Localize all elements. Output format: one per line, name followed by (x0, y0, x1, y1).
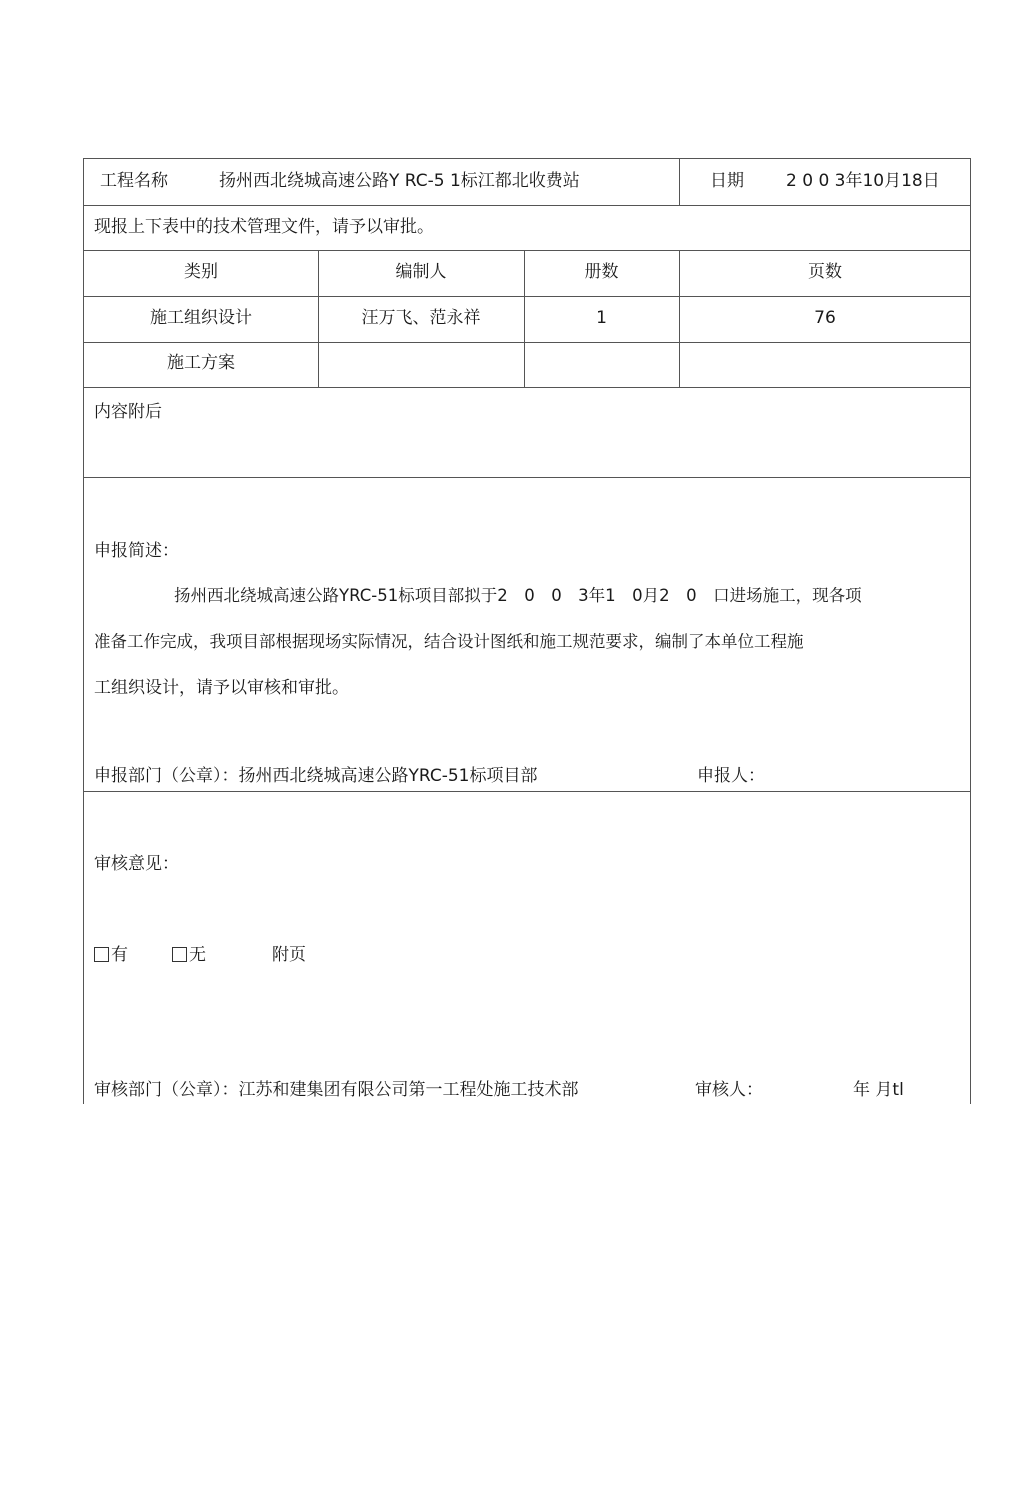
table-cell: 施工组织设计 (150, 308, 252, 328)
checkbox-no[interactable] (172, 947, 187, 962)
col-header-volumes: 册数 (584, 262, 619, 282)
checkbox-yes[interactable] (94, 947, 109, 962)
content-note: 内容附后 (94, 402, 162, 422)
option-no-label: 无 (189, 945, 206, 965)
row-divider (84, 205, 970, 206)
option-no[interactable] (172, 944, 206, 966)
row-divider (84, 477, 970, 478)
review-title: 审核意见： (94, 854, 179, 874)
intro-text: 现报上下表中的技术管理文件，请予以审批。 (94, 217, 434, 237)
table-cell: 施工方案 (167, 353, 235, 373)
table-cell: 76 (814, 308, 836, 328)
option-yes-label: 有 (111, 945, 128, 965)
row-divider (84, 296, 970, 297)
date-value: 2 0 0 3年10月18日 (786, 171, 940, 191)
report-title: 申报简述： (94, 541, 179, 561)
col-header-author: 编制人 (395, 262, 447, 282)
reviewer-label: 审核人： (695, 1080, 763, 1100)
col-header-category: 类别 (184, 262, 218, 282)
option-yes[interactable] (94, 944, 128, 966)
col-divider (679, 159, 680, 205)
report-line-3: 工组织设计，请予以审核和审批。 (94, 678, 349, 698)
project-name-label: 工程名称 (100, 171, 168, 191)
attachment-label: 附页 (272, 945, 306, 965)
review-dept: 审核部门（公章）：江苏和建集团有限公司第一工程处施工技术部 (94, 1080, 579, 1100)
col-header-pages: 页数 (808, 262, 842, 282)
review-date-label: 年 月tl (853, 1080, 904, 1100)
reporter-label: 申报人： (697, 766, 765, 786)
row-divider (84, 250, 970, 251)
project-name-value: 扬州西北绕城高速公路Y RC-5 1标江都北收费站 (219, 171, 580, 191)
row-divider (84, 342, 970, 343)
report-line-2: 准备工作完成，我项目部根据现场实际情况，结合设计图纸和施工规范要求，编制了本单位工程施 (94, 632, 804, 651)
report-line-1: 扬州西北绕城高速公路YRC-51标项目部拟于2 0 0 3年1 0月2 0 口进场施工，现各项 (174, 586, 862, 605)
table-cell: 1 (596, 308, 607, 328)
date-label: 日期 (710, 171, 744, 191)
row-divider (84, 387, 970, 388)
report-dept: 申报部门（公章）：扬州西北绕城高速公路YRC-51标项目部 (94, 766, 538, 786)
row-divider (84, 791, 970, 792)
table-cell: 汪万飞、范永祥 (361, 308, 481, 328)
